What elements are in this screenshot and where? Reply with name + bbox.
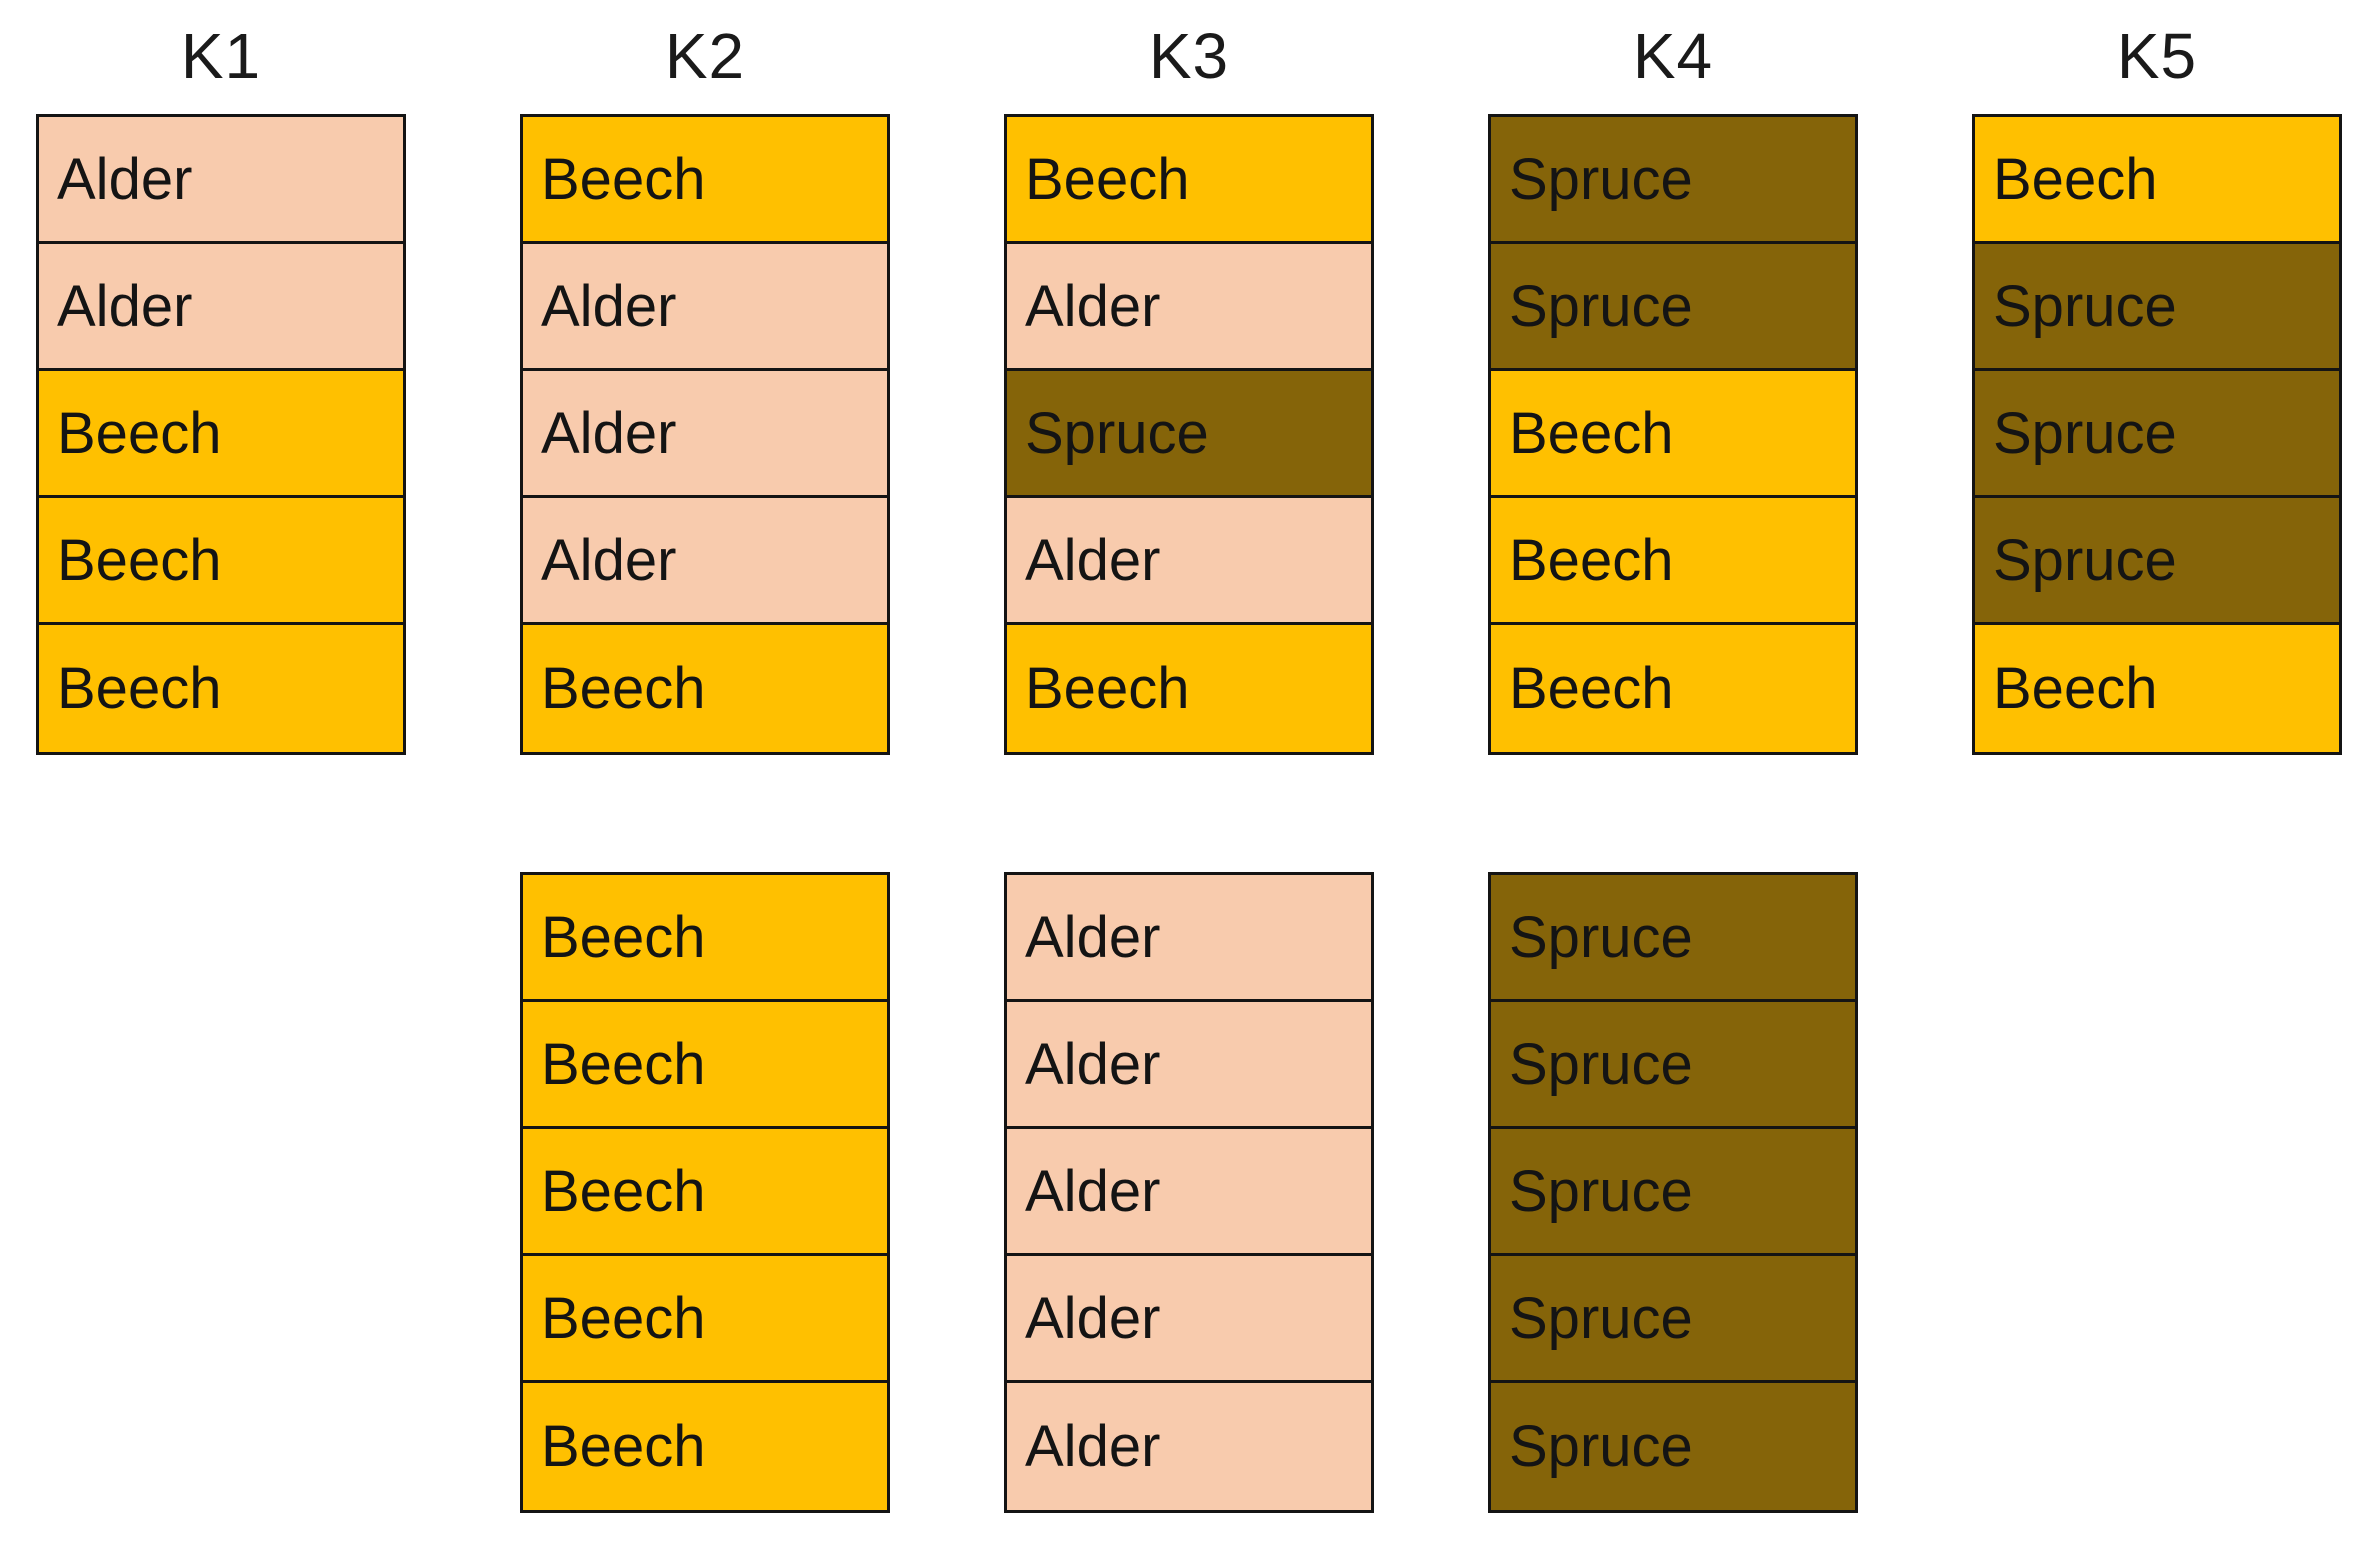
species-cell: Spruce [1975,498,2339,625]
top-stack-k2 [520,114,890,755]
species-cell: Beech [1975,117,2339,244]
species-cell: Beech [523,1383,887,1510]
species-cell: Spruce [1975,371,2339,498]
top-stack-k1 [36,114,406,755]
bottom-stack-k3 [1004,872,1374,1513]
species-cell: Beech [523,1002,887,1129]
cluster-column-k5 [1972,0,2342,1542]
species-cell: Alder [523,371,887,498]
bottom-stack-k2 [520,872,890,1513]
cluster-column-k3 [1004,0,1374,1542]
column-header-k2: K2 [664,20,746,92]
cluster-column-k2 [520,0,890,1542]
species-cell: Alder [39,117,403,244]
species-cell: Alder [39,244,403,371]
species-cell: Alder [523,244,887,371]
species-cell: Spruce [1491,875,1855,1002]
column-header-k4: K4 [1632,20,1714,92]
species-cell: Beech [39,498,403,625]
species-cell: Beech [1491,371,1855,498]
species-cell: Spruce [1975,244,2339,371]
species-cell: Spruce [1491,1383,1855,1510]
species-cell: Spruce [1491,1129,1855,1256]
species-cell: Beech [1007,625,1371,752]
species-cell: Spruce [1491,117,1855,244]
species-cell: Beech [39,625,403,752]
column-header-k1: K1 [180,20,262,92]
top-stack-k5 [1972,114,2342,755]
species-cell: Beech [523,1129,887,1256]
species-cell: Alder [1007,1002,1371,1129]
species-cell: Beech [1491,625,1855,752]
species-cell: Alder [1007,1129,1371,1256]
bottom-stack-k4 [1488,872,1858,1513]
species-cell: Beech [39,371,403,498]
species-cell: Beech [1007,117,1371,244]
species-cell: Beech [1975,625,2339,752]
species-cell: Beech [523,1256,887,1383]
species-cell: Alder [1007,875,1371,1002]
species-cell: Spruce [1491,244,1855,371]
species-cell: Beech [523,875,887,1002]
species-cell: Spruce [1491,1002,1855,1129]
column-header-k3: K3 [1148,20,1230,92]
column-header-k5: K5 [2116,20,2198,92]
species-cell: Spruce [1491,1256,1855,1383]
top-stack-k3 [1004,114,1374,755]
species-cell: Beech [523,117,887,244]
species-cell: Alder [1007,498,1371,625]
species-cell: Beech [1491,498,1855,625]
species-cell: Alder [1007,1256,1371,1383]
species-cell: Alder [1007,244,1371,371]
species-cell: Alder [523,498,887,625]
top-stack-k4 [1488,114,1858,755]
species-cell: Beech [523,625,887,752]
cluster-column-k4 [1488,0,1858,1542]
species-cell: Alder [1007,1383,1371,1510]
species-cell: Spruce [1007,371,1371,498]
cluster-column-k1 [36,0,406,1542]
